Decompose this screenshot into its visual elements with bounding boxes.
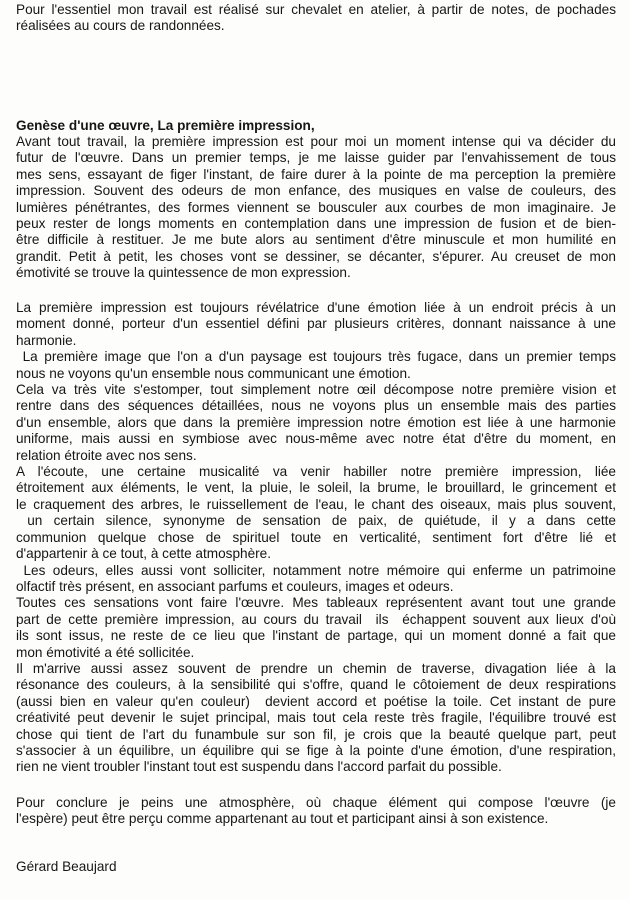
text-line: émotivité se trouve la quintessence de mon expression. xyxy=(16,265,351,281)
text-line: uniforme, mais aussi en symbiose avec nous-même avec notre état d'être du moment, en xyxy=(16,431,616,447)
intro-line: Pour l'essentiel mon travail est réalisé sur chevalet en atelier, à partir de notes, de pochades xyxy=(16,2,616,17)
text-line: moment donné, porteur d'un essentiel défini par plusieurs critères, donnant naissance à une xyxy=(16,316,616,332)
text-line: l'espère) peut être perçu comme appartenant au tout et participant ainsi à son existence. xyxy=(16,811,549,827)
intro-line: réalisées au cours de randonnées. xyxy=(16,18,225,34)
text-line: créativité peut devenir le sujet principal, mais tout cela reste très fragile, l'équilibre trouvé est xyxy=(16,710,616,726)
text-line: le craquement des arbres, le ruissellement de l'eau, le chant des oiseaux, mais plus souvent, xyxy=(16,496,616,512)
text-line: (aussi bien en valeur qu'en couleur) devient accord et poétise la toile. Cet instant de pure xyxy=(16,693,616,709)
paragraph-emotion xyxy=(16,300,616,776)
text-line: chose qui tient de l'art du funambule sur son fil, je crois que la beauté quelque part, peut xyxy=(16,726,616,742)
text-line: résonance des couleurs, à la sensibilité qui s'offre, quand le côtoiement de deux respirations xyxy=(16,677,616,693)
text-line: Les odeurs, elles aussi vont solliciter, notamment notre mémoire qui enferme un patrimoine xyxy=(16,562,616,578)
text-line: ils sont issus, ne reste de ce lieu que l'instant de partage, qui un moment donné a fait que xyxy=(16,628,616,644)
text-line: rien ne vient troubler l'instant tout est suspendu dans l'accord parfait du possible. xyxy=(16,759,502,775)
text-line: d'un ensemble, alors que dans la première impression notre émotion est liée à une harmonie xyxy=(16,414,616,430)
text-line: Avant tout travail, la première impression est pour moi un moment intense qui va décider du xyxy=(16,134,616,149)
paragraph-conclusion xyxy=(16,795,616,828)
text-line: A l'écoute, une certaine musicalité va venir habiller notre première impression, liée xyxy=(16,464,616,480)
text-line: harmonie. xyxy=(16,332,77,348)
text-line: part de cette première impression, au cours du travail ils échappent souvent aux lieux d'où xyxy=(16,611,616,627)
intro-paragraph xyxy=(16,2,616,35)
text-line: Pour conclure je peins une atmosphère, où chaque élément qui compose l'œuvre (je xyxy=(16,795,616,810)
text-line: s'associer à un équilibre, un équilibre qui se fige à la pointe d'une émotion, d'une respiration, xyxy=(16,742,616,758)
signature: Gérard Beaujard xyxy=(16,859,117,874)
text-line: étroitement aux éléments, le vent, la pluie, le soleil, la brume, le brouillard, le grincement et xyxy=(16,480,616,496)
section-heading: Genèse d'une œuvre, La première impression, xyxy=(16,118,315,133)
text-line: être difficile à restituer. Je me bute alors au sentiment d'être minuscule et mon humilité en xyxy=(16,232,616,248)
text-line: lumières pénétrantes, des formes viennent se bousculer aux courbes de mon imaginaire. Je xyxy=(16,199,616,215)
text-line: communion quelque chose de spirituel toute en verticalité, sentiment fort d'être lié et xyxy=(16,529,616,545)
text-line: un certain silence, synonyme de sensation de paix, de quiétude, il y a dans cette xyxy=(16,513,616,529)
text-line: rentre dans des séquences détaillées, nous ne voyons plus un ensemble mais des parties xyxy=(16,398,616,414)
text-line: grandit. Petit à petit, les choses vont se dessiner, se décanter, s'épurer. Au creuset de mon xyxy=(16,248,616,264)
text-line: mes sens, essayant de figer l'instant, de faire durer à la pointe de ma perception la première xyxy=(16,166,616,182)
text-line: La première impression est toujours révélatrice d'une émotion liée à un endroit précis à un xyxy=(16,300,616,315)
text-line: futur de l'œuvre. Dans un premier temps, je me laisse guider par l'envahissement de tous xyxy=(16,150,616,166)
text-line: d'appartenir à ce tout, à cette atmosphère. xyxy=(16,546,271,562)
text-line: olfactif très présent, en associant parfums et couleurs, images et odeurs. xyxy=(16,578,454,594)
text-line: mon émotivité a été sollicitée. xyxy=(16,644,195,660)
text-line: Il m'arrive aussi assez souvent de prendre un chemin de traverse, divagation liée à la xyxy=(16,660,616,676)
text-line: nous ne voyons qu'un ensemble nous communicant une émotion. xyxy=(16,365,411,381)
text-line: Toutes ces sensations vont faire l'œuvre. Mes tableaux représentent avant tout une grande xyxy=(16,595,616,611)
text-line: La première image que l'on a d'un paysage est toujours très fugace, dans un premier temps xyxy=(16,349,616,365)
paragraph-premiere-impression xyxy=(16,134,616,282)
text-line: peux rester de longs moments en contemplation dans une impression de fusion et de bien- xyxy=(16,216,616,232)
text-line: relation étroite avec nos sens. xyxy=(16,447,197,463)
text-line: Cela va très vite s'estomper, tout simplement notre œil décompose notre première vision et xyxy=(16,382,616,398)
text-line: impression. Souvent des odeurs de mon enfance, des musiques en valse de couleurs, des xyxy=(16,183,616,199)
